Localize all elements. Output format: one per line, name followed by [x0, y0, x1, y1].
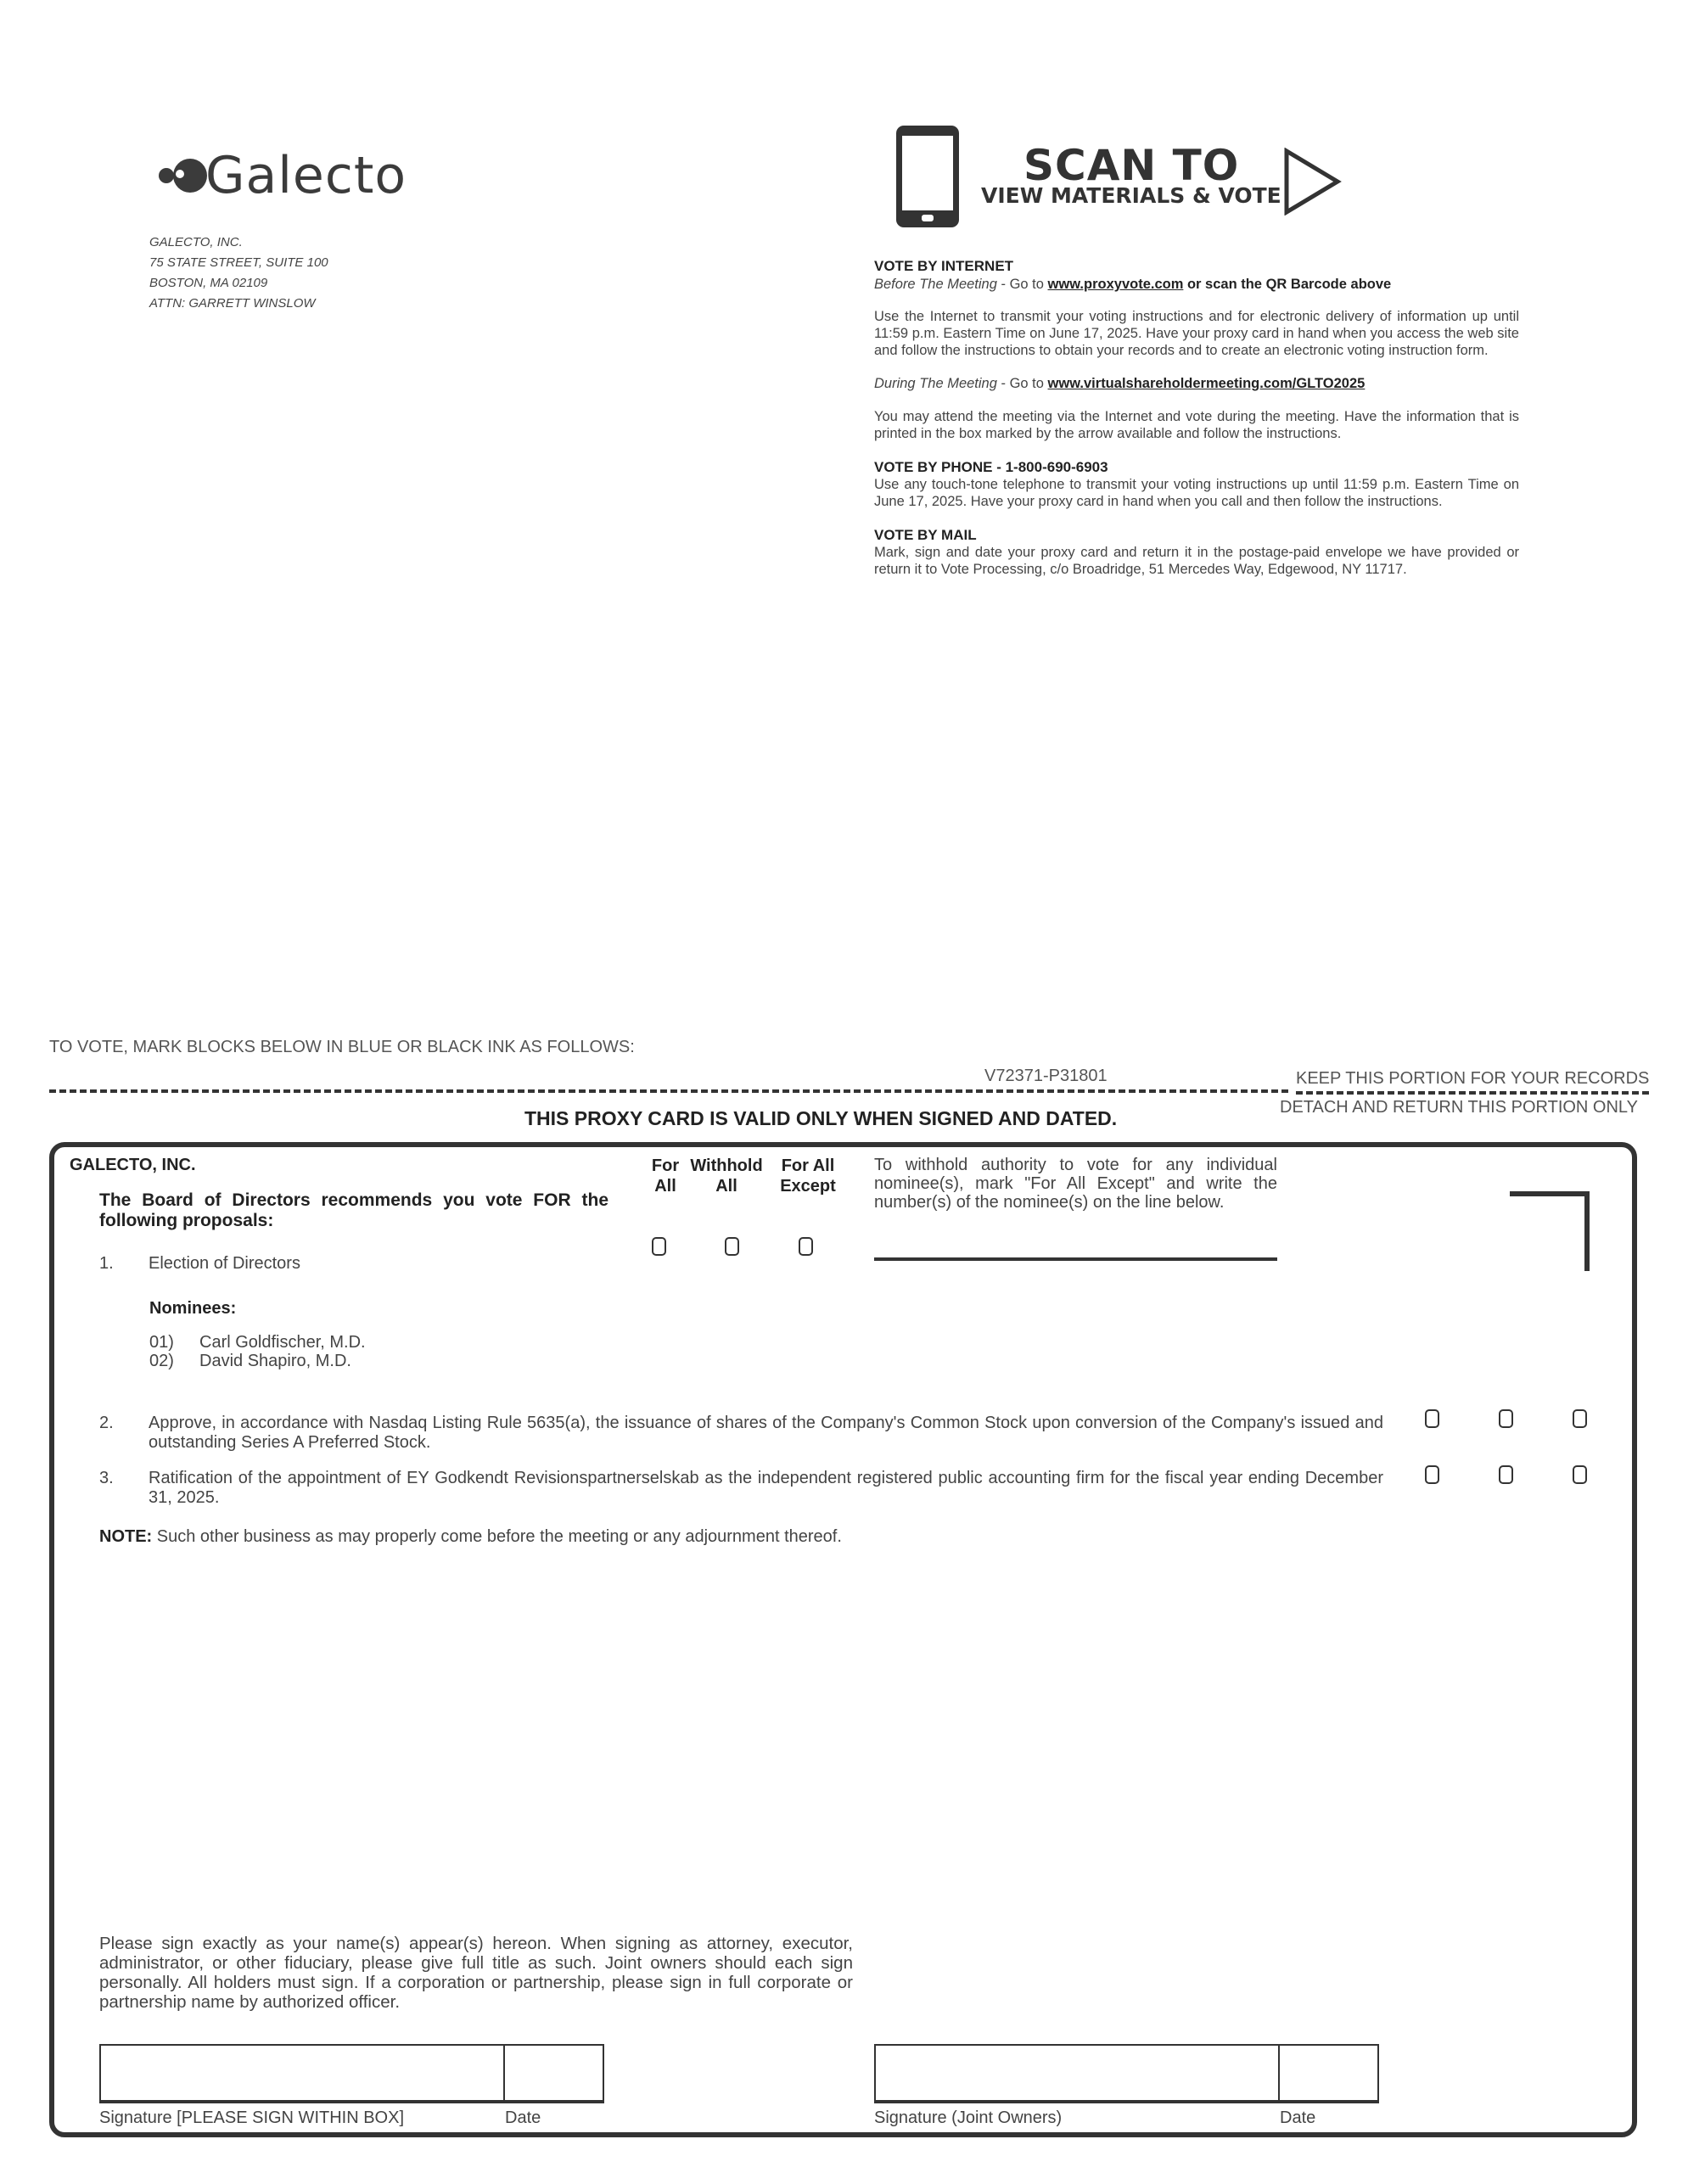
p1-text: Election of Directors [149, 1254, 300, 1273]
address-line: BOSTON, MA 02109 [149, 276, 268, 290]
before-meeting-line [874, 276, 1519, 293]
joint-signature-box[interactable] [874, 2044, 1280, 2103]
joint-date-label: Date [1280, 2108, 1316, 2127]
vote-by-internet [874, 258, 1519, 578]
note-label: NOTE: [99, 1527, 153, 1546]
phone-icon [894, 124, 961, 229]
p3-text: Ratification of the appointment of EY Godkendt Revisionspartnerselskab as the independent registered public accounting firm for the fiscal year ending December 31, 2025. [149, 1469, 1383, 1507]
nominees-label: Nominees: [149, 1299, 237, 1318]
logo-wordmark: Galecto [205, 146, 407, 205]
scan-to-vote [894, 124, 1353, 234]
proxyvote-link[interactable]: www.proxyvote.com [1047, 277, 1184, 292]
address-line: GALECTO, INC. [149, 235, 243, 249]
scan-subtitle: VIEW MATERIALS & VOTE [981, 183, 1281, 208]
board-recommendation: The Board of Directors recommends you vote FOR the following proposals: [99, 1190, 608, 1230]
internet-body: Use the Internet to transmit your voting instructions and for electronic delivery of information up until 11:59 p.m. Eastern Time on June 17, 2025. Have your proxy card in hand when you access the web site and follow the instructions to obtain your records and to create an electronic voting instruction form. [874, 309, 1519, 358]
during-meeting-line [874, 375, 1519, 392]
detach-portion-text: DETACH AND RETURN THIS PORTION ONLY [1280, 1098, 1638, 1117]
note [99, 1527, 842, 1547]
address-line: 75 STATE STREET, SUITE 100 [149, 255, 328, 270]
galecto-logo-icon [154, 150, 207, 201]
during-go-text: - Go to [996, 376, 1048, 391]
date-label: Date [505, 2108, 541, 2127]
sign-instructions: Please sign exactly as your name(s) appear(s) hereon. When signing as attorney, executor, administrator, or other fiduciary, please give full title as such. Joint owners should each sign personally. All holders must sign. If a corporation or partnership, please sign in full corporate or partnership name by authorized officer. [99, 1934, 853, 2012]
phone-body: Use any touch-tone telephone to transmit your voting instructions up until 11:59 p.m. Eastern Time on June 17, 2025. Have your proxy card in hand when you call and then follow the instructions. [874, 477, 1519, 509]
nominee-number: 02) [149, 1352, 174, 1370]
date-box[interactable] [503, 2044, 604, 2103]
keep-portion-text: KEEP THIS PORTION FOR YOUR RECORDS [1296, 1069, 1649, 1095]
p1-number: 1. [99, 1254, 114, 1273]
p1-for-all-except-checkbox[interactable] [799, 1237, 813, 1256]
except-write-line[interactable] [874, 1257, 1277, 1261]
p2-text: Approve, in accordance with Nasdaq Listing Rule 5635(a), the issuance of shares of the Company's Common Stock upon conversion of the Company's issued and outstanding Series A Preferred Stock. [149, 1414, 1383, 1452]
nominee-name: Carl Goldfischer, M.D. [199, 1333, 366, 1352]
withhold-instructions: To withhold authority to vote for any individual nominee(s), mark "For All Except" and write the number(s) of the nominee(s) on the line below. [874, 1156, 1277, 1212]
signature-box[interactable] [99, 2044, 505, 2103]
address-line: ATTN: GARRETT WINSLOW [149, 296, 316, 311]
nominee-number: 01) [149, 1333, 174, 1352]
play-arrow-icon [1283, 148, 1343, 216]
p1-withhold-all-checkbox[interactable] [725, 1237, 739, 1256]
during-meeting-body: You may attend the meeting via the Internet and vote during the meeting. Have the information that is printed in the box marked by the arrow available and follow the instructions. [874, 409, 1519, 441]
col-header-withhold-all: Withhold All [690, 1156, 763, 1196]
col-header-for-all: For All [651, 1156, 680, 1196]
note-text: Such other business as may properly come before the meeting or any adjournment thereof. [152, 1527, 842, 1546]
nominee-name: David Shapiro, M.D. [199, 1352, 351, 1370]
during-meeting-label: During The Meeting [874, 376, 997, 391]
before-tail-text: or scan the QR Barcode above [1183, 277, 1392, 292]
card-company: GALECTO, INC. [70, 1156, 196, 1174]
mail-title: VOTE BY MAIL [874, 527, 977, 543]
company-logo [154, 146, 426, 205]
col-header-for-all-except: For All Except [780, 1156, 836, 1196]
p2-abstain-checkbox[interactable] [1573, 1409, 1587, 1428]
virtual-meeting-link[interactable]: www.virtualshareholdermeeting.com/GLTO2025 [1047, 376, 1366, 391]
p3-number: 3. [99, 1469, 114, 1487]
scan-title: SCAN TO [1023, 141, 1240, 190]
return-address [149, 232, 328, 314]
before-go-text: - Go to [996, 277, 1048, 292]
p2-against-checkbox[interactable] [1499, 1409, 1513, 1428]
mail-body: Mark, sign and date your proxy card and return it in the postage-paid envelope we have provided or return it to Vote Processing, c/o Broadridge, 51 Mercedes Way, Edgewood, NY 11717. [874, 545, 1519, 577]
p3-for-checkbox[interactable] [1425, 1465, 1439, 1484]
p1-for-all-checkbox[interactable] [652, 1237, 666, 1256]
joint-signature-label: Signature (Joint Owners) [874, 2108, 1063, 2127]
p3-abstain-checkbox[interactable] [1573, 1465, 1587, 1484]
p2-for-checkbox[interactable] [1425, 1409, 1439, 1428]
p3-against-checkbox[interactable] [1499, 1465, 1513, 1484]
ink-instructions: TO VOTE, MARK BLOCKS BELOW IN BLUE OR BLACK INK AS FOLLOWS: [49, 1038, 635, 1056]
detach-line [49, 1089, 1288, 1093]
valid-notice: THIS PROXY CARD IS VALID ONLY WHEN SIGNED AND DATED. [524, 1107, 1118, 1129]
joint-date-box[interactable] [1278, 2044, 1379, 2103]
before-meeting-label: Before The Meeting [874, 277, 997, 292]
corner-mark [1510, 1191, 1590, 1271]
control-code: V72371-P31801 [984, 1067, 1108, 1085]
phone-title: VOTE BY PHONE - 1-800-690-6903 [874, 459, 1108, 475]
signature-label: Signature [PLEASE SIGN WITHIN BOX] [99, 2108, 405, 2127]
p2-number: 2. [99, 1414, 114, 1432]
internet-title: VOTE BY INTERNET [874, 258, 1014, 274]
